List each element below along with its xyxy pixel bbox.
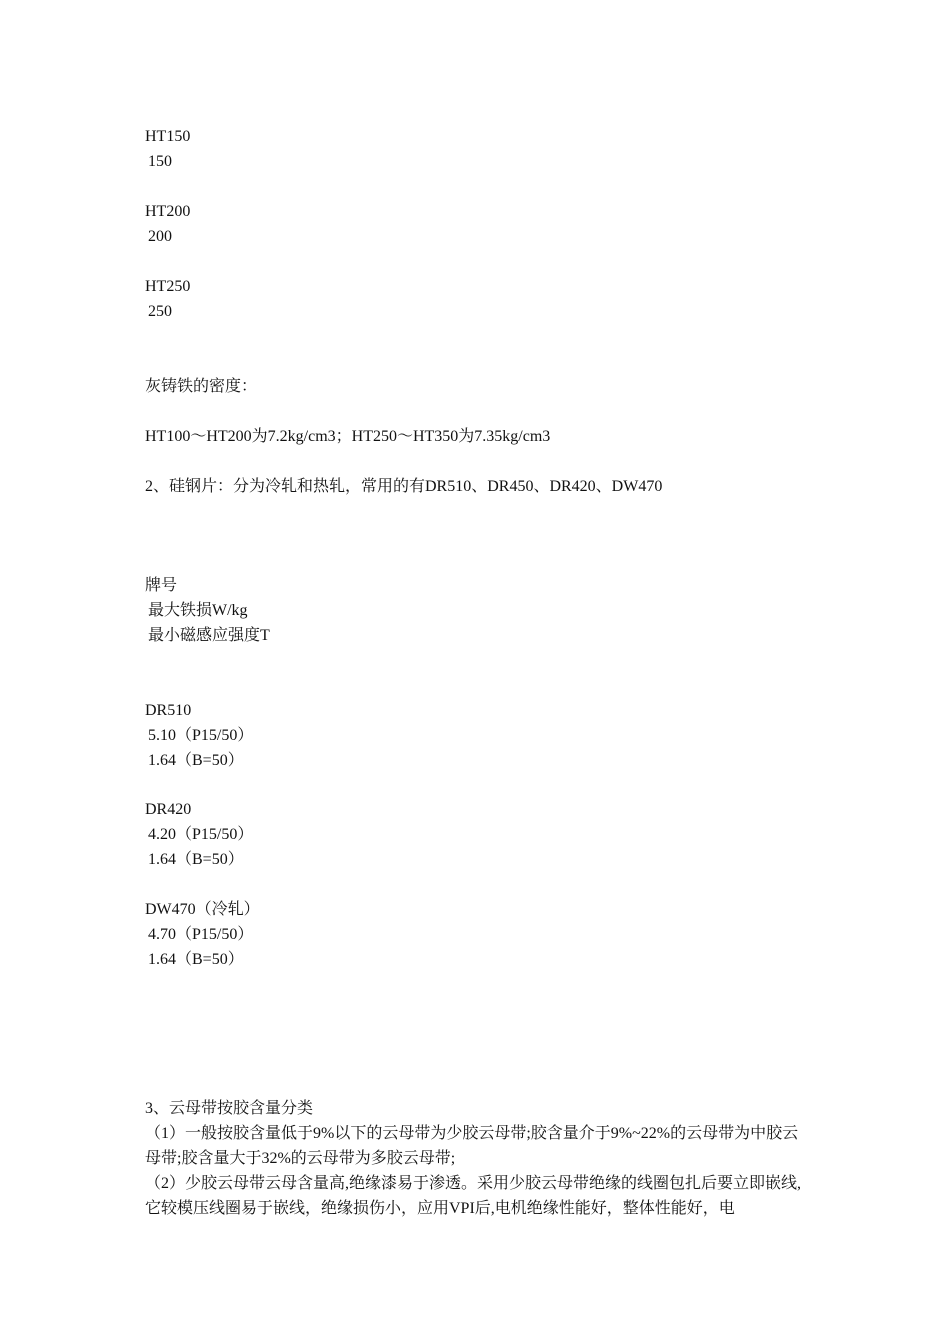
- density-heading: 灰铸铁的密度：: [145, 378, 258, 395]
- cast-iron-value: 200: [148, 228, 172, 245]
- cast-iron-value: 250: [148, 303, 172, 320]
- steel-grade: DW470（冷轧）: [145, 901, 260, 918]
- silicon-steel-heading: 2、硅钢片：分为冷轧和热轧，常用的有DR510、DR450、DR420、DW470: [145, 478, 663, 495]
- mica-heading: 3、云母带按胶含量分类: [145, 1100, 314, 1117]
- cast-iron-grade: HT150: [145, 128, 191, 145]
- steel-induction: 1.64（B=50）: [148, 951, 244, 968]
- column-header-grade: 牌号: [145, 577, 178, 594]
- cast-iron-grade: HT250: [145, 278, 191, 295]
- column-header-induction: 最小磁感应强度T: [148, 627, 270, 644]
- steel-induction: 1.64（B=50）: [148, 752, 244, 769]
- column-header-loss: 最大铁损W/kg: [148, 602, 248, 619]
- density-line: HT100～HT200为7.2kg/cm3；HT250～HT350为7.35kg/cm3: [145, 428, 551, 445]
- mica-paragraph-1: （1）一般按胶含量低于9%以下的云母带为少胶云母带;胶含量介于9%~22%的云母带为中胶云母带;胶含量大于32%的云母带为多胶云母带;: [145, 1125, 799, 1167]
- steel-loss: 4.20（P15/50）: [148, 826, 254, 843]
- mica-paragraph-2: （2）少胶云母带云母含量高,绝缘漆易于渗透。采用少胶云母带绝缘的线圈包扎后要立即嵌线,它较模压线圈易于嵌线，绝缘损伤小，应用VPI后,电机绝缘性能好，整体性能好，电: [145, 1175, 802, 1217]
- steel-induction: 1.64（B=50）: [148, 851, 244, 868]
- cast-iron-value: 150: [148, 153, 172, 170]
- cast-iron-grade: HT200: [145, 203, 191, 220]
- steel-grade: DR420: [145, 801, 192, 818]
- steel-loss: 4.70（P15/50）: [148, 926, 254, 943]
- steel-loss: 5.10（P15/50）: [148, 727, 254, 744]
- steel-grade: DR510: [145, 702, 192, 719]
